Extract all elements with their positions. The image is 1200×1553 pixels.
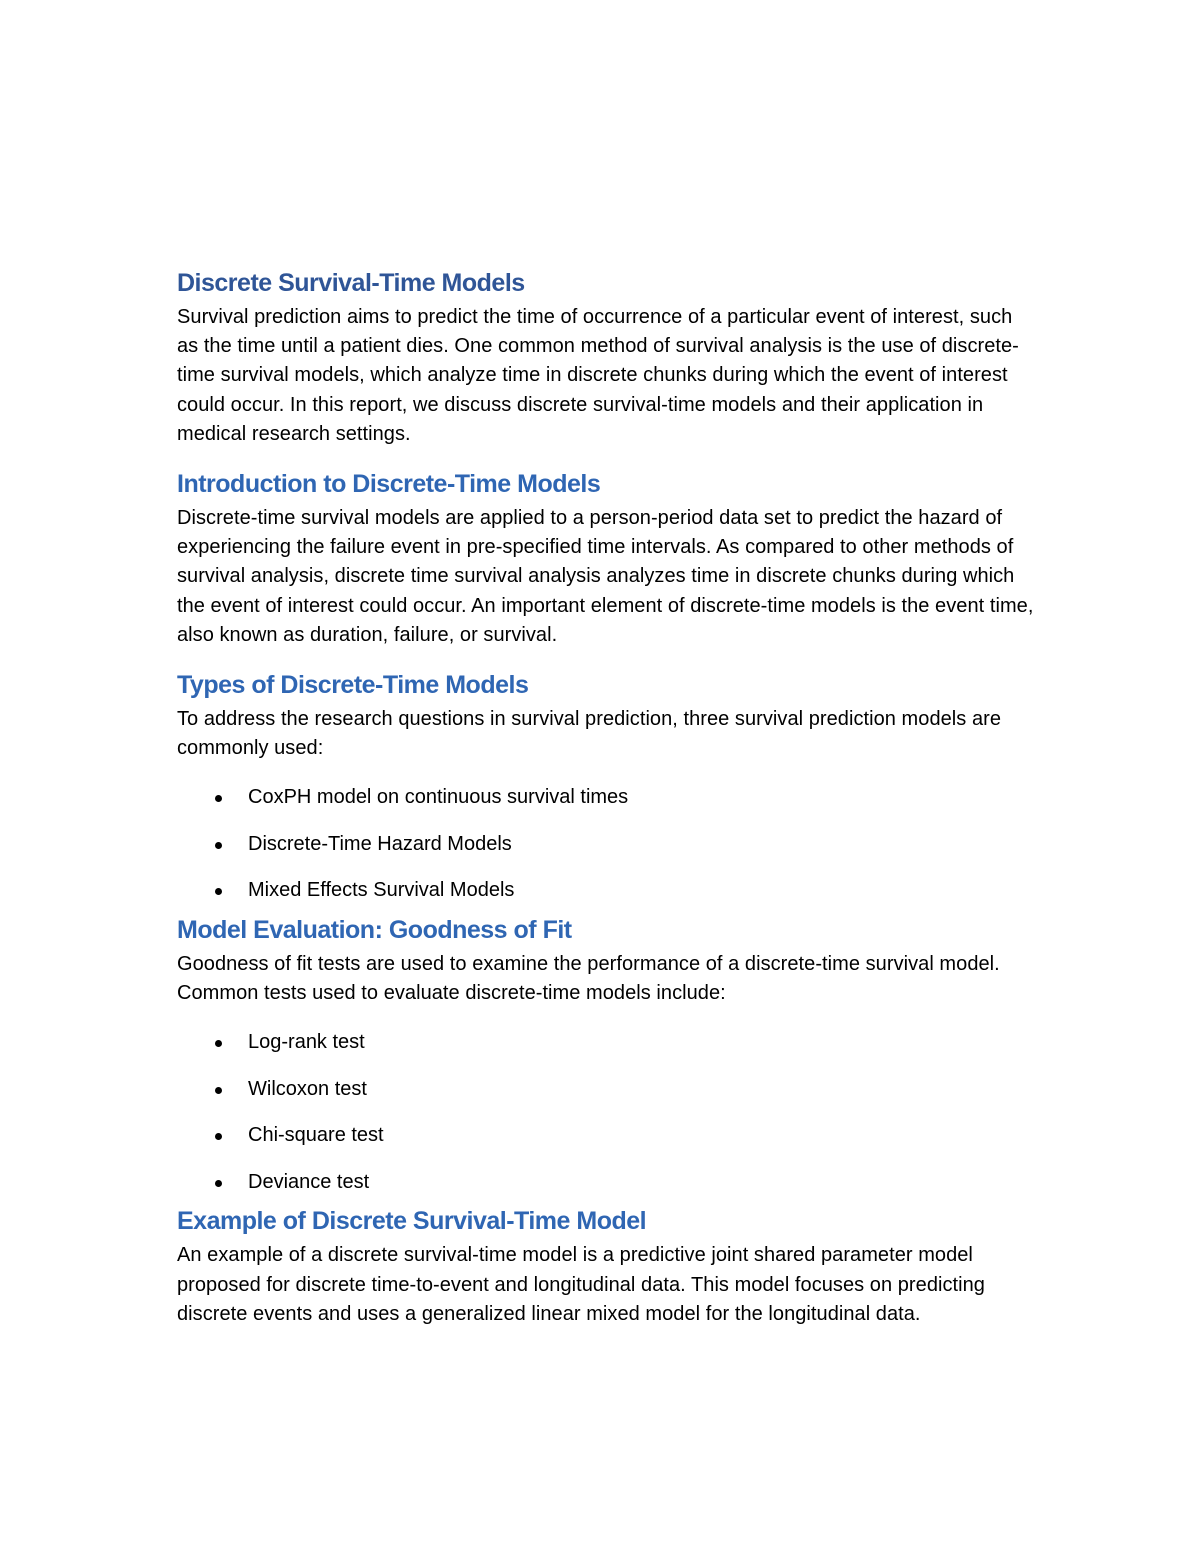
list-item bbox=[177, 830, 1037, 859]
section-evaluation bbox=[177, 913, 1037, 1197]
bullet-icon bbox=[215, 1133, 222, 1140]
bullet-icon bbox=[215, 842, 222, 849]
list-item-text: CoxPH model on continuous survival times bbox=[248, 786, 629, 809]
types-list bbox=[177, 783, 1037, 905]
evaluation-list bbox=[177, 1028, 1037, 1197]
list-item-text: Wilcoxon test bbox=[248, 1077, 367, 1100]
list-item-text: Deviance test bbox=[248, 1170, 370, 1193]
example-paragraph: An example of a discrete survival-time model is a predictive joint shared parameter model proposed for discrete time-to-event and longitudinal data. This model focuses on predicting discrete events and uses a generalized linear mixed model for the longitudinal data. bbox=[177, 1244, 985, 1325]
evaluation-paragraph: Goodness of fit tests are used to examine the performance of a discrete-time survival model. Common tests used to evaluate discrete-time models include: bbox=[177, 952, 1000, 1005]
list-item bbox=[177, 1028, 1037, 1057]
list-item bbox=[177, 783, 1037, 812]
list-item-text: Log-rank test bbox=[248, 1031, 365, 1054]
bullet-icon bbox=[215, 1087, 222, 1094]
list-item bbox=[177, 1168, 1037, 1197]
introduction-paragraph: Discrete-time survival models are applied to a person-period data set to predict the hazard of experiencing the failure event in pre-specified time intervals. As compared to other methods of survival analysis, discrete time survival analysis analyzes time in discrete chunks during which the event of interest could occur. An important element of discrete-time models is the event time, also known as duration, failure, or survival. bbox=[177, 507, 1034, 646]
section-heading-evaluation: Model Evaluation: Goodness of Fit bbox=[177, 915, 572, 944]
document-page bbox=[177, 266, 1037, 1329]
section-types bbox=[177, 668, 1037, 905]
bullet-icon bbox=[215, 1040, 222, 1047]
list-item bbox=[177, 1075, 1037, 1104]
section-example bbox=[177, 1204, 1037, 1329]
bullet-icon bbox=[215, 888, 222, 895]
section-heading-types: Types of Discrete-Time Models bbox=[177, 671, 529, 700]
list-item bbox=[177, 876, 1037, 905]
list-item-text: Discrete-Time Hazard Models bbox=[248, 832, 512, 855]
section-heading-example: Example of Discrete Survival-Time Model bbox=[177, 1207, 647, 1236]
list-item bbox=[177, 1121, 1037, 1150]
bullet-icon bbox=[215, 795, 222, 802]
list-item-text: Chi-square test bbox=[248, 1124, 384, 1147]
section-introduction bbox=[177, 467, 1037, 650]
overview-paragraph: Survival prediction aims to predict the time of occurrence of a particular event of interest, such as the time until a patient dies. One common method of survival analysis is the use of discrete-time survival models, which analyze time in discrete chunks during which the event of interest could occur. In this report, we discuss discrete survival-time models and their application in medical research settings. bbox=[177, 306, 1019, 445]
section-overview bbox=[177, 266, 1037, 449]
document-title: Discrete Survival-Time Models bbox=[177, 269, 525, 297]
types-paragraph: To address the research questions in survival prediction, three survival prediction models are commonly used: bbox=[177, 708, 1001, 760]
list-item-text: Mixed Effects Survival Models bbox=[248, 879, 515, 902]
bullet-icon bbox=[215, 1180, 222, 1187]
section-heading-introduction: Introduction to Discrete-Time Models bbox=[177, 470, 601, 499]
